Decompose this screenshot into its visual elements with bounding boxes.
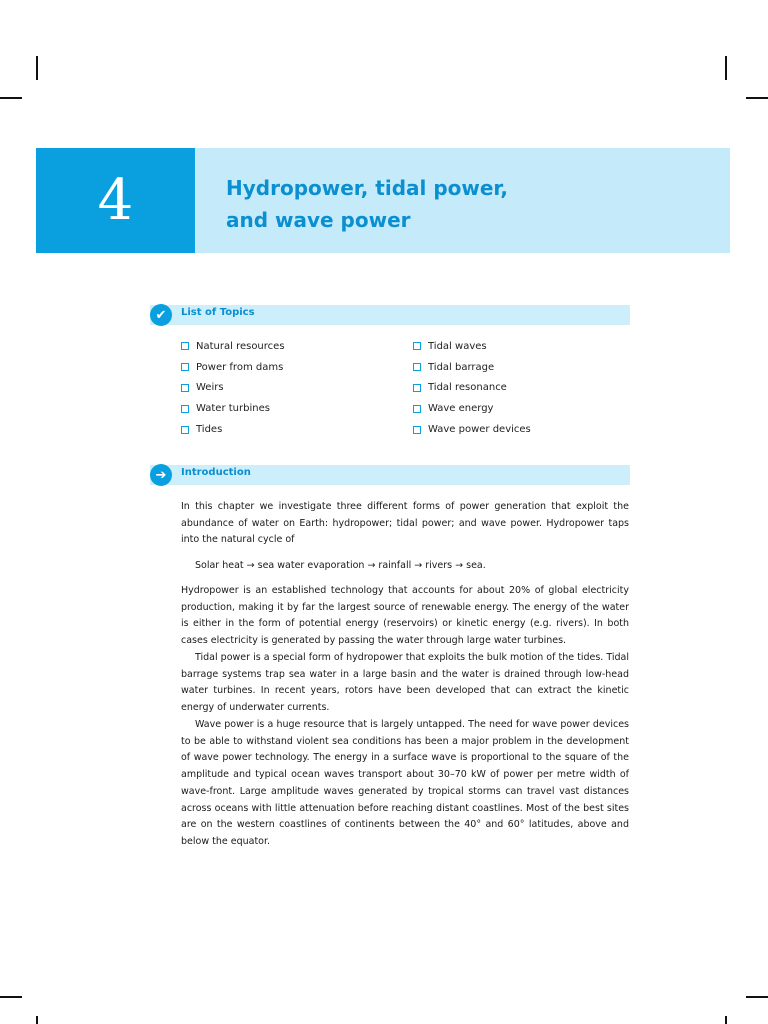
topics-column-right (413, 336, 531, 440)
crop-mark-bottom-left-h (0, 996, 22, 998)
checkbox-square-icon (181, 426, 189, 434)
chapter-number-box (36, 148, 195, 253)
topic-item (181, 336, 285, 357)
checkbox-square-icon (181, 363, 189, 371)
topic-label: Tidal barrage (428, 361, 495, 373)
chapter-title-box (195, 148, 730, 253)
chapter-number: 4 (97, 167, 134, 233)
topics-column-left (181, 336, 285, 440)
checkbox-square-icon (181, 384, 189, 392)
chapter-title-line-1: Hydropower, tidal power, (226, 176, 508, 200)
water-cycle-equation: Solar heat → sea water evaporation → rainfall → rivers → sea. (195, 560, 486, 571)
checkbox-square-icon (413, 426, 421, 434)
topic-item (181, 419, 285, 440)
topic-label: Power from dams (196, 361, 284, 373)
topic-label: Tidal resonance (428, 382, 507, 394)
topic-label: Wave power devices (428, 424, 531, 436)
arrow-right-icon: ➔ (150, 464, 172, 486)
crop-mark-bottom-right (725, 1016, 727, 1024)
crop-mark-bottom-right-h (746, 996, 768, 998)
topic-item (413, 336, 531, 357)
check-icon: ✔ (150, 304, 172, 326)
introduction-section-bar (150, 465, 630, 485)
crop-mark-top-right-h (746, 97, 768, 99)
crop-mark-top-left (36, 56, 38, 80)
topic-item (413, 419, 531, 440)
chapter-header (36, 148, 730, 253)
checkbox-square-icon (413, 363, 421, 371)
topic-label: Tidal waves (428, 340, 487, 352)
topic-item (413, 378, 531, 399)
topic-label: Wave energy (428, 403, 494, 415)
intro-paragraph-2: Hydropower is an established technology that accounts for about 20% of global electricity production, making it by far the largest source of renewable energy. The energy of the water is either in the form of potential energy (reservoirs) or kinetic energy (e.g. rivers). In both cases electricity is generated by passing the water through large water turbines. (181, 585, 629, 647)
topics-heading: List of Topics (181, 307, 255, 318)
topic-label: Weirs (196, 382, 224, 394)
introduction-heading: Introduction (181, 467, 251, 478)
checkbox-square-icon (413, 342, 421, 350)
checkbox-square-icon (413, 384, 421, 392)
crop-mark-top-right (725, 56, 727, 80)
intro-paragraph-1: In this chapter we investigate three different forms of power generation that exploit the abundance of water on Earth: hydropower; tidal power; and wave power. Hydropower taps into the natural cycle of (181, 501, 629, 546)
checkbox-square-icon (181, 405, 189, 413)
topic-label: Natural resources (196, 340, 285, 352)
intro-paragraph-3: Tidal power is a special form of hydropower that exploits the bulk motion of the tides. Tidal barrage systems trap sea water in a large basin and the water is drained through low-head water turbines. In recent years, rotors have been developed that can extract the kinetic energy of underwater currents. (181, 652, 629, 714)
intro-paragraph-4: Wave power is a huge resource that is largely untapped. The need for wave power devices to be able to withstand violent sea conditions has been a major problem in the development of wave power technology. The energy in a surface wave is proportional to the square of the amplitude and typical ocean waves transport about 30–70 kW of power per metre width of wave-front. Large amplitude waves generated by tropical storms can travel vast distances across oceans with little attenuation before reaching distant coastlines. Most of the best sites are on the western coastlines of continents between the 40° and 60° latitudes, above and below the equator. (181, 719, 629, 847)
chapter-title (226, 172, 508, 236)
topic-item (181, 398, 285, 419)
topic-item (413, 357, 531, 378)
topic-item (181, 357, 285, 378)
topics-section-bar (150, 305, 630, 325)
chapter-title-line-2: and wave power (226, 208, 411, 232)
topic-label: Tides (196, 424, 223, 436)
checkbox-square-icon (181, 342, 189, 350)
crop-mark-bottom-left (36, 1016, 38, 1024)
topic-item (181, 378, 285, 399)
topic-item (413, 398, 531, 419)
topic-label: Water turbines (196, 403, 270, 415)
crop-mark-top-left-h (0, 97, 22, 99)
checkbox-square-icon (413, 405, 421, 413)
